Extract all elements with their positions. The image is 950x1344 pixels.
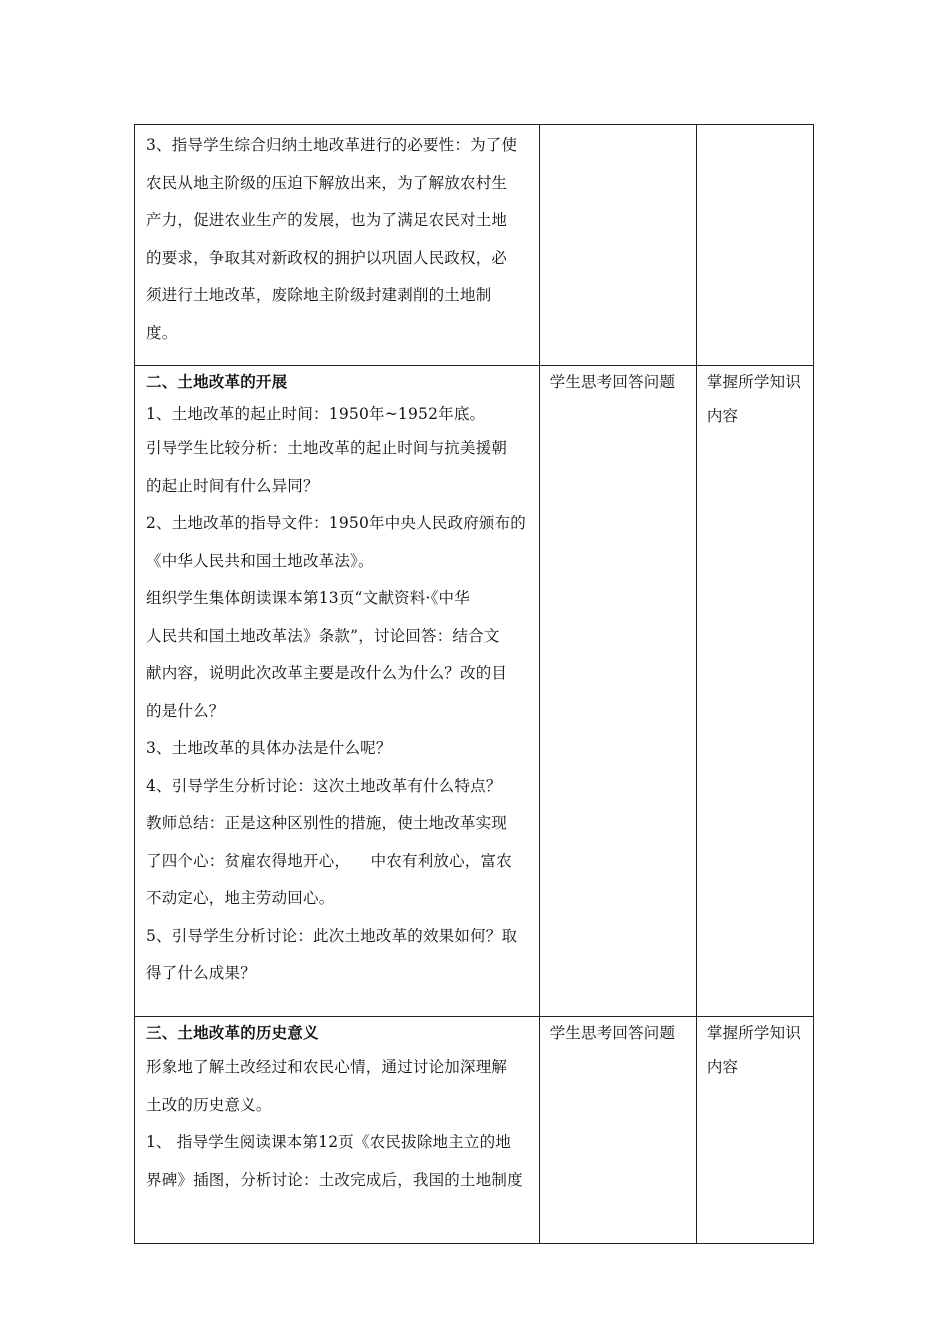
table-row xyxy=(135,366,814,1017)
text-line: 的要求，争取其对新政权的拥护以巩固人民政权，必 xyxy=(146,248,508,267)
design-intent-cell xyxy=(696,366,813,1017)
text-line: 形象地了解土改经过和农民心情，通过讨论加深理解 xyxy=(146,1058,508,1076)
teacher-activity-cell xyxy=(135,1017,540,1244)
student-activity-text: 学生思考回答问题 xyxy=(549,1024,676,1042)
design-intent-text: 掌握所学知识 xyxy=(706,373,802,391)
text-line: 须进行土地改革，废除地主阶级封建剥削的土地制 xyxy=(146,286,492,304)
text-line: 农民从地主阶级的压迫下解放出来，为了解放农村生 xyxy=(146,173,508,192)
section-heading: 三、土地改革的历史意义 xyxy=(146,1023,319,1042)
student-activity-text: 学生思考回答问题 xyxy=(549,373,676,391)
text-line: 《中华人民共和国土地改革法》。 xyxy=(146,551,374,570)
lesson-plan-table xyxy=(134,124,814,1244)
text-line: 得了什么成果？ xyxy=(146,964,256,982)
text-line: 界碑》插图，分析讨论：土改完成后，我国的土地制度 xyxy=(146,1170,523,1189)
text-line: 2、土地改革的指导文件：1950年中央人民政府颁布的 xyxy=(146,514,527,532)
text-line: 了四个心：贫雇农得地开心， 中农有利放心，富农 xyxy=(146,851,512,870)
design-intent-text: 内容 xyxy=(706,1058,739,1076)
text-line: 4、引导学生分析讨论：这次土地改革有什么特点？ xyxy=(146,776,502,795)
text-line: 5、引导学生分析讨论：此次土地改革的效果如何？取 xyxy=(146,926,518,945)
teacher-activity-cell xyxy=(135,366,540,1017)
table-row xyxy=(135,125,814,366)
design-intent-cell xyxy=(696,125,813,366)
text-line: 3、指导学生综合归纳土地改革进行的必要性：为了使 xyxy=(146,136,518,154)
table-row xyxy=(135,1017,814,1244)
text-line: 1、土地改革的起止时间：1950年~1952年底。 xyxy=(146,405,486,423)
text-line: 引导学生比较分析：土地改革的起止时间与抗美援朝 xyxy=(146,439,508,457)
text-line: 教师总结：正是这种区别性的措施，使土地改革实现 xyxy=(146,814,508,832)
text-line: 1、 指导学生阅读课本第12页《农民拔除地主立的地 xyxy=(146,1133,512,1151)
text-line: 土改的历史意义。 xyxy=(146,1095,272,1114)
teacher-activity-cell xyxy=(135,125,540,366)
student-activity-cell xyxy=(539,366,696,1017)
text-line: 的起止时间有什么异同？ xyxy=(146,476,319,495)
text-line: 度。 xyxy=(146,323,178,342)
section-heading: 二、土地改革的开展 xyxy=(146,372,288,391)
design-intent-cell xyxy=(696,1017,813,1244)
design-intent-text: 内容 xyxy=(706,407,739,425)
text-line: 人民共和国土地改革法》条款”，讨论回答：结合文 xyxy=(146,626,500,645)
text-line: 3、土地改革的具体办法是什么呢？ xyxy=(146,739,392,757)
text-line: 的是什么？ xyxy=(146,701,225,720)
text-line: 产力，促进农业生产的发展，也为了满足农民对土地 xyxy=(146,211,508,229)
design-intent-text: 掌握所学知识 xyxy=(706,1024,802,1042)
student-activity-cell xyxy=(539,1017,696,1244)
text-line: 献内容，说明此次改革主要是改什么为什么？改的目 xyxy=(146,664,508,682)
text-line: 不动定心，地主劳动回心。 xyxy=(146,889,335,907)
text-line: 组织学生集体朗读课本第13页“文献资料·《中华 xyxy=(146,589,470,607)
student-activity-cell xyxy=(539,125,696,366)
